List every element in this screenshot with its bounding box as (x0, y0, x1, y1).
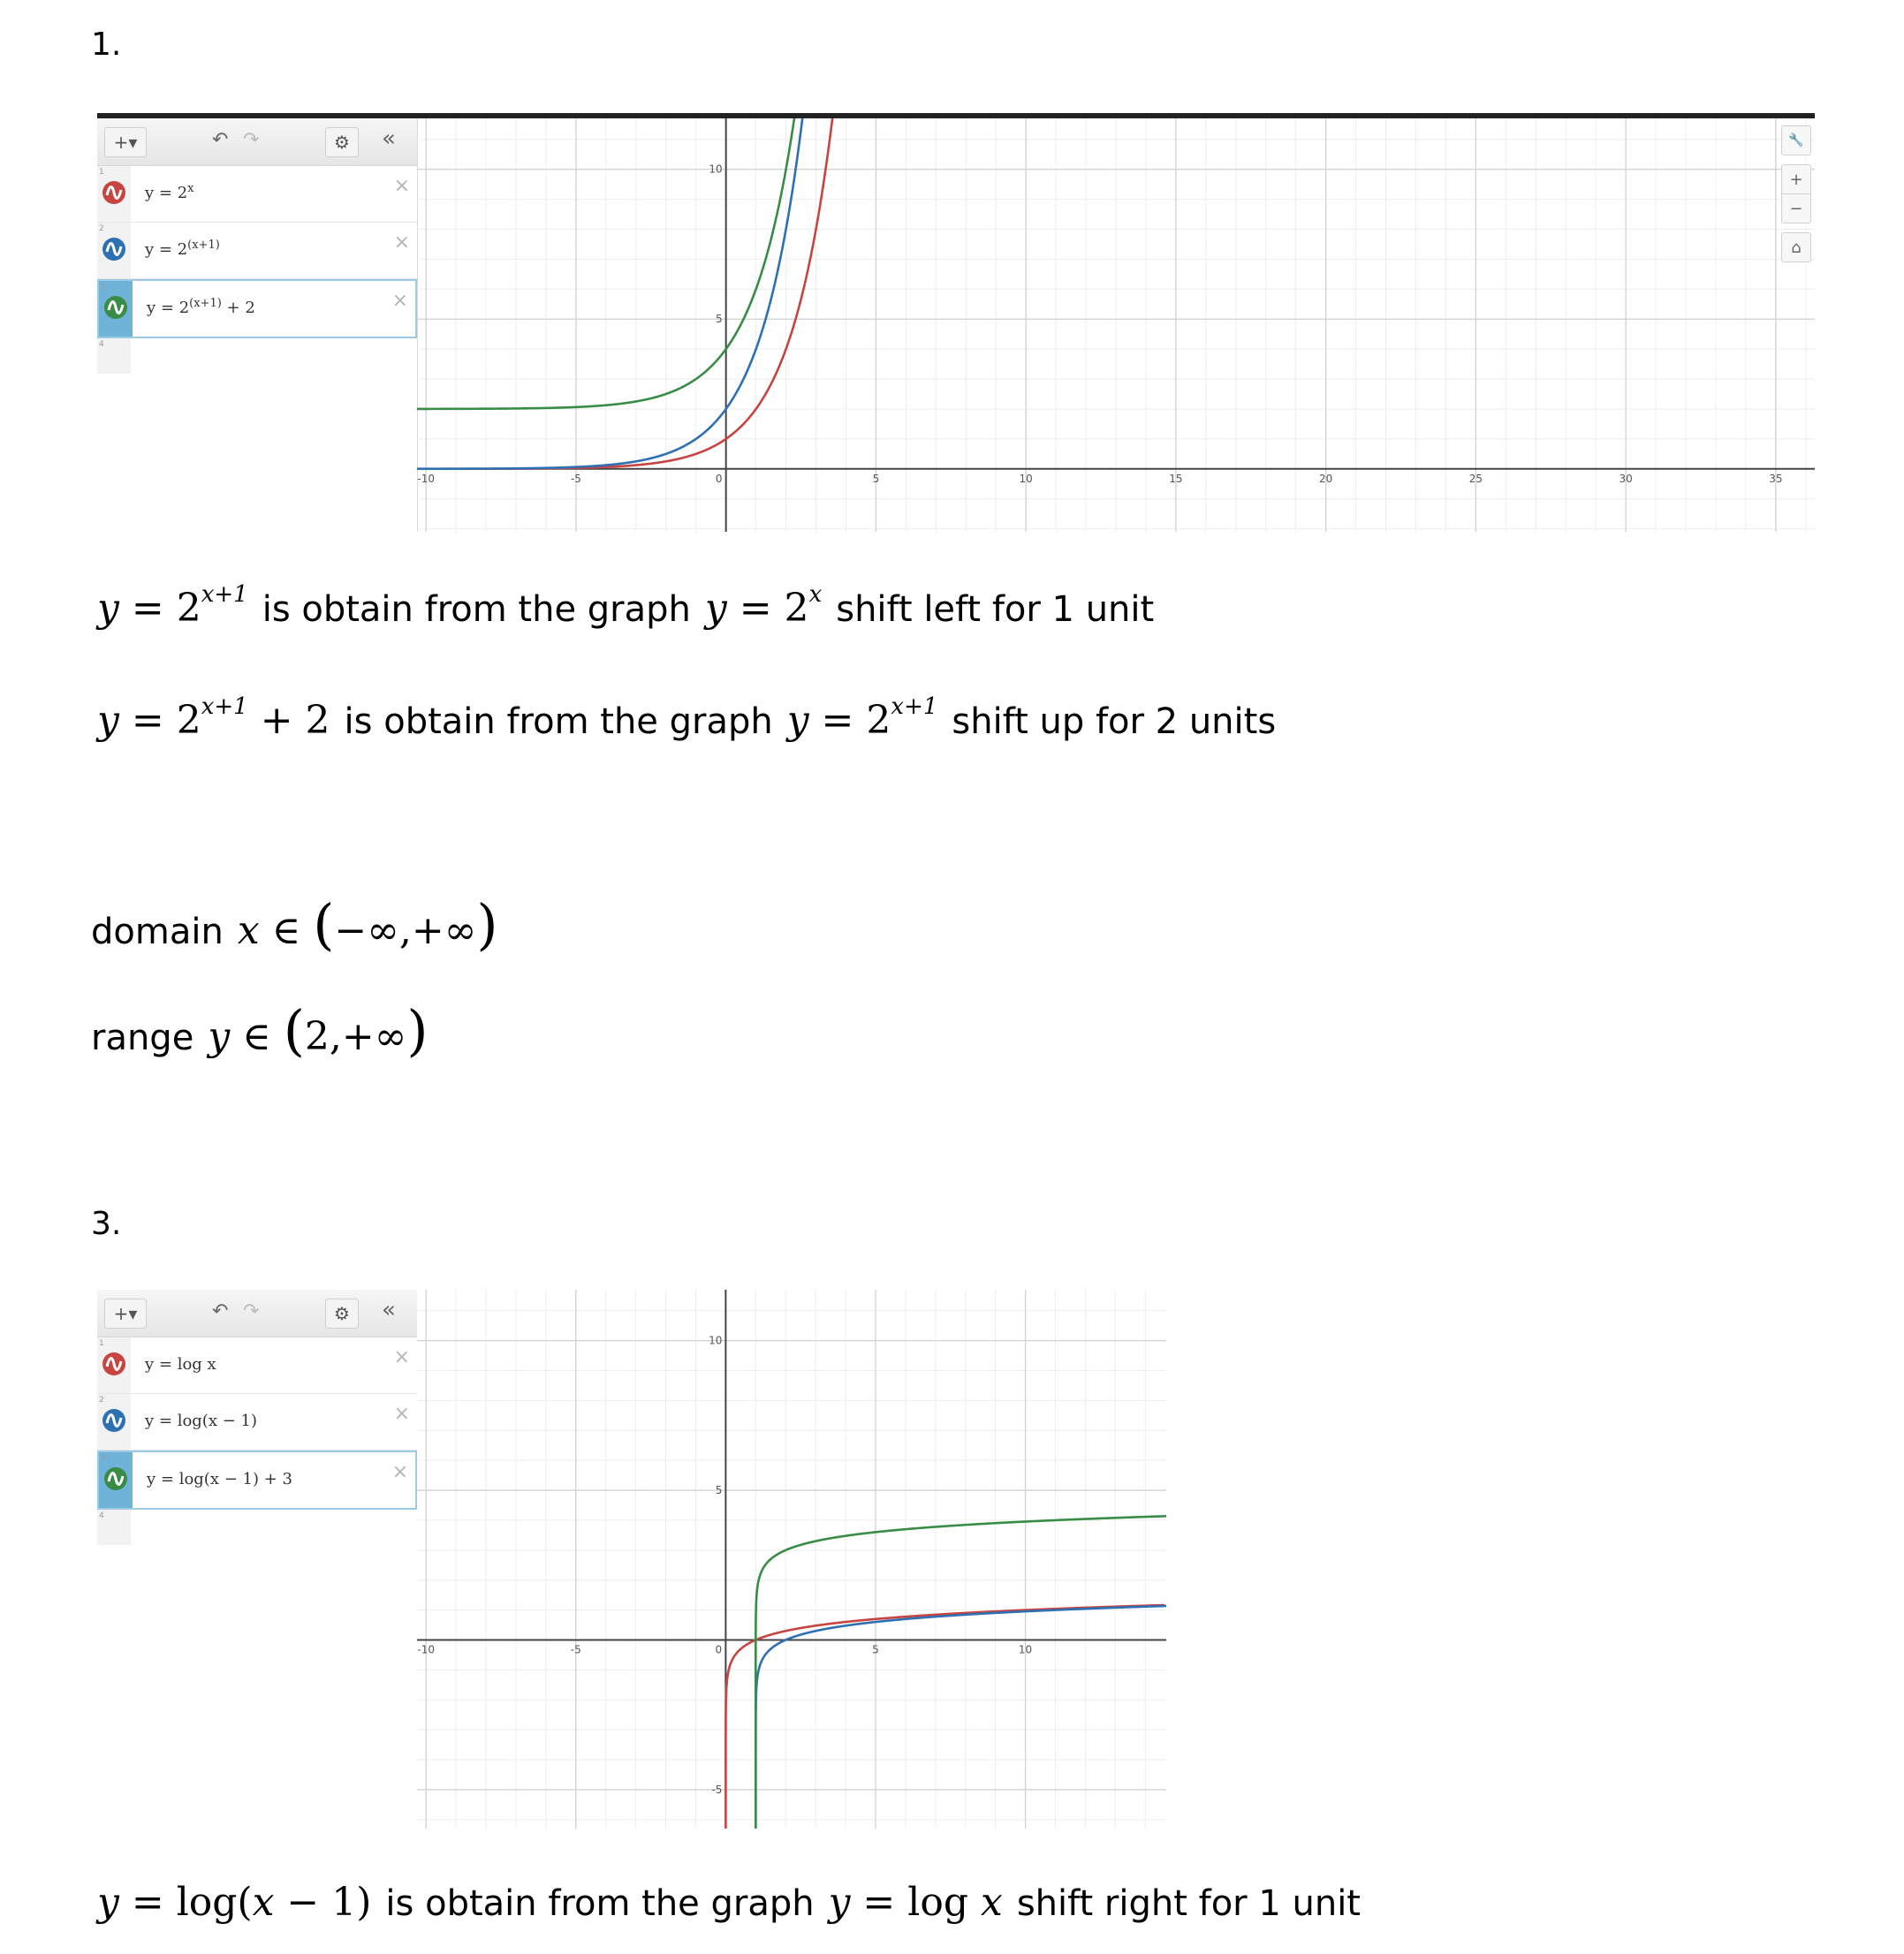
math-paren: ( (283, 998, 305, 1063)
expression-index: 2 (99, 1396, 104, 1405)
delete-expression-icon[interactable]: × (393, 175, 410, 197)
expression-text[interactable] (147, 297, 255, 317)
home-icon[interactable]: ⌂ (1781, 232, 1811, 262)
math-expr: −∞,+∞ (334, 908, 477, 953)
graph-style-icon[interactable] (102, 237, 126, 261)
math-var: y (97, 1880, 119, 1925)
range-label: range (91, 1018, 194, 1058)
redo-icon[interactable]: ↷ (243, 1300, 260, 1322)
delete-expression-icon[interactable]: × (391, 1461, 408, 1483)
expression-main: y = log(x − 1) + 3 (147, 1470, 292, 1488)
y-tick-label: 10 (709, 1334, 723, 1347)
x-tick-label: -10 (417, 472, 435, 485)
collapse-panel-icon[interactable]: « (382, 125, 396, 152)
section-number: 3. (91, 1206, 122, 1242)
x-tick-label: 0 (715, 472, 723, 485)
expression-row[interactable] (97, 1337, 417, 1394)
math-var: y (97, 586, 119, 631)
math-expr: ∈ (230, 1014, 284, 1059)
math-paren: ) (406, 998, 429, 1063)
math-paren: ) (476, 892, 498, 957)
math-var: y (786, 698, 809, 743)
delete-expression-icon[interactable]: × (393, 231, 410, 254)
x-tick-label: 15 (1169, 472, 1183, 485)
expression-exponent: (x+1) (187, 239, 220, 252)
graph-tools (1781, 125, 1809, 271)
graph-svg (417, 118, 1815, 532)
math-var: y (97, 698, 119, 743)
expression-toolbar (97, 1290, 417, 1337)
undo-icon[interactable]: ↶ (212, 129, 229, 151)
statement-shift-right (97, 1880, 1361, 1925)
expression-text[interactable] (145, 182, 194, 202)
expression-main: y = log x (145, 1355, 216, 1374)
delete-expression-icon[interactable]: × (393, 1346, 410, 1368)
y-tick-label: 5 (715, 1484, 723, 1497)
math-expr: 2,+∞ (304, 1014, 407, 1059)
settings-gear-icon[interactable]: ⚙ (325, 127, 359, 157)
expression-panel (97, 1290, 417, 1829)
expression-text[interactable] (145, 1353, 216, 1374)
redo-icon[interactable]: ↷ (243, 129, 260, 151)
math-expr: = log( (118, 1880, 253, 1925)
undo-icon[interactable]: ↶ (212, 1300, 229, 1322)
graphing-calculator-2 (97, 1290, 1166, 1829)
expression-index: 1 (99, 1339, 104, 1348)
empty-expression-row[interactable] (97, 338, 417, 374)
graph-style-icon[interactable] (103, 1466, 128, 1491)
x-tick-label: -5 (570, 472, 581, 485)
x-tick-label: 10 (1019, 472, 1033, 485)
expression-text[interactable] (145, 239, 220, 259)
math-paren: ( (313, 892, 335, 957)
x-tick-label: -5 (570, 1643, 581, 1656)
expression-row[interactable] (97, 166, 417, 223)
zoom-out-button[interactable]: − (1781, 193, 1811, 223)
math-expr: = 2 (118, 698, 201, 743)
add-item-button[interactable]: +▾ (104, 1299, 147, 1329)
math-exponent: x (808, 581, 823, 608)
section-number: 1. (91, 27, 122, 63)
expression-index: 2 (99, 224, 104, 233)
delete-expression-icon[interactable]: × (391, 290, 408, 312)
series-line (755, 1516, 1166, 1829)
math-expr: − 1) (274, 1880, 372, 1925)
empty-expression-row[interactable] (97, 1510, 417, 1545)
y-tick-label: -5 (711, 1783, 723, 1796)
x-tick-label: 25 (1468, 472, 1483, 485)
math-expr: = 2 (726, 586, 809, 631)
math-var: y (828, 1880, 851, 1925)
expression-row[interactable] (97, 223, 417, 279)
math-var: y (704, 586, 727, 631)
statement-text: is obtain from the graph (262, 589, 691, 630)
statement-text: shift left for 1 unit (836, 589, 1155, 630)
expression-main: y = log(x − 1) (145, 1412, 257, 1430)
graph-paper[interactable] (417, 118, 1815, 532)
expression-index: 4 (99, 1511, 104, 1520)
statement-shift-left (97, 581, 1154, 631)
x-tick-label: 35 (1769, 472, 1783, 485)
collapse-panel-icon[interactable]: « (382, 1297, 396, 1323)
expression-row[interactable] (97, 1394, 417, 1450)
x-tick-label: 20 (1318, 472, 1333, 485)
wrench-icon[interactable]: 🔧 (1781, 125, 1811, 155)
expression-index: 3 (101, 1454, 106, 1463)
add-item-button[interactable]: +▾ (104, 127, 147, 157)
math-expr: ∈ (259, 908, 314, 953)
expression-exponent: x (187, 182, 194, 195)
x-tick-label: 30 (1619, 472, 1633, 485)
expression-main: y = 2 (145, 240, 188, 259)
statement-text: shift right for 1 unit (1016, 1883, 1361, 1924)
expression-text[interactable] (147, 1468, 292, 1488)
y-tick-label: 5 (716, 313, 723, 326)
x-tick-label: 10 (1018, 1643, 1033, 1656)
statement-text: shift up for 2 units (952, 701, 1277, 742)
graph-style-icon[interactable] (102, 1352, 126, 1376)
math-var: x (252, 1880, 275, 1925)
y-tick-label: 10 (709, 163, 723, 176)
expression-exponent: (x+1) (189, 297, 222, 310)
math-expr: = 2 (118, 586, 201, 631)
graph-paper[interactable] (417, 1290, 1166, 1829)
math-var: x (981, 1880, 1003, 1925)
math-var: y (208, 1014, 231, 1059)
math-var: x (237, 908, 260, 953)
expression-tail: + 2 (221, 299, 255, 317)
math-expr: + 2 (247, 698, 330, 743)
graph-style-icon[interactable] (103, 295, 128, 320)
expression-panel (97, 118, 418, 532)
settings-gear-icon[interactable]: ⚙ (325, 1299, 359, 1329)
math-exponent: x+1 (201, 693, 248, 720)
x-tick-label: 5 (872, 1643, 879, 1656)
graph-style-icon[interactable] (102, 1408, 126, 1433)
expression-index: 1 (99, 168, 104, 177)
graph-style-icon[interactable] (102, 180, 126, 205)
expression-index: 4 (99, 340, 104, 349)
domain-statement (91, 892, 498, 957)
x-tick-label: 5 (872, 472, 880, 485)
math-exponent: x+1 (201, 581, 248, 608)
math-expr: = 2 (808, 698, 891, 743)
delete-expression-icon[interactable]: × (393, 1403, 410, 1425)
range-statement (91, 998, 429, 1063)
graph-svg (417, 1290, 1166, 1829)
math-expr: = log (850, 1880, 981, 1925)
x-tick-label: 0 (715, 1643, 723, 1656)
expression-text[interactable] (145, 1410, 257, 1430)
statement-text: is obtain from the graph (344, 701, 773, 742)
expression-main: y = 2 (147, 299, 190, 317)
statement-text: is obtain from the graph (385, 1883, 815, 1924)
expression-index: 3 (101, 283, 106, 292)
expression-toolbar (97, 118, 417, 166)
expression-row[interactable] (97, 279, 417, 338)
x-tick-label: -10 (417, 1643, 435, 1656)
domain-label: domain (91, 912, 224, 952)
expression-main: y = 2 (145, 184, 188, 202)
expression-row[interactable] (97, 1450, 417, 1510)
zoom-in-button[interactable]: + (1781, 164, 1811, 193)
statement-shift-up (97, 693, 1276, 743)
graphing-calculator-1 (97, 113, 1815, 532)
math-exponent: x+1 (891, 693, 938, 720)
